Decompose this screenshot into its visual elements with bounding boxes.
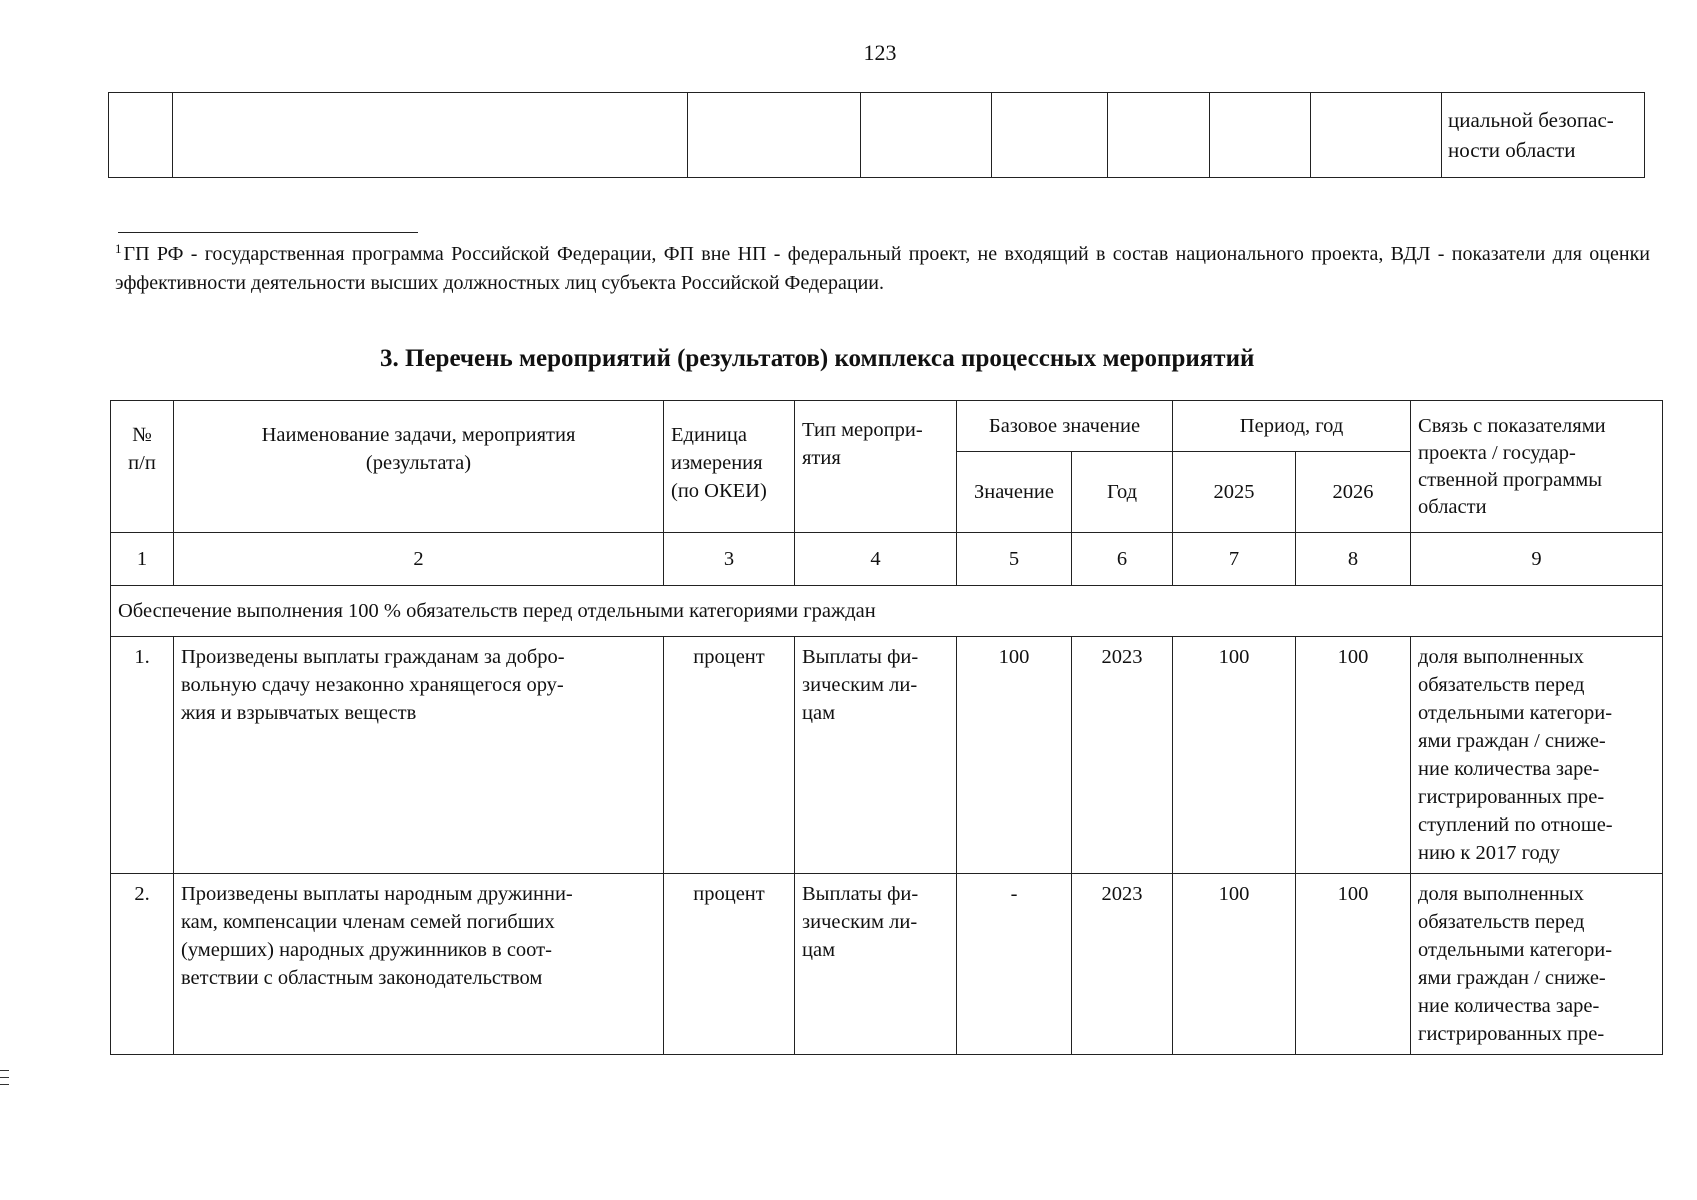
- cont-cell-6: [1108, 93, 1210, 178]
- row-link: доля выполненных обязательств перед отдельными категори- ями граждан / сниже- ние количества заре- гистрированных пре-: [1411, 874, 1663, 1055]
- row-num: 1.: [111, 637, 174, 874]
- cont-cell-5: [992, 93, 1108, 178]
- column-number: 4: [795, 533, 957, 586]
- header-base-value: Значение: [957, 452, 1072, 533]
- column-number: 2: [174, 533, 664, 586]
- measures-table: [110, 400, 1663, 1055]
- cont-cell-4: [861, 93, 992, 178]
- row-base-year: 2023: [1072, 874, 1173, 1055]
- header-2025: 2025: [1173, 452, 1296, 533]
- row-link: доля выполненных обязательств перед отдельными категори- ями граждан / сниже- ние количества заре- гистрированных пре- ступлений по отноше- нию к 2017 году: [1411, 637, 1663, 874]
- cont-cell-1: [109, 93, 173, 178]
- table-row: [111, 637, 1663, 874]
- footnote: [115, 234, 1650, 298]
- binding-mark: [0, 1070, 9, 1077]
- header-type: Тип меропри- ятия: [795, 401, 957, 533]
- binding-marks: [0, 1070, 10, 1091]
- row-2026: 100: [1296, 874, 1411, 1055]
- row-name: Произведены выплаты гражданам за добро- вольную сдачу незаконно хранящегося ору- жия и взрывчатых веществ: [174, 637, 664, 874]
- row-name: Произведены выплаты народным дружинни- кам, компенсации членам семей погибших (умерших) народных дружинников в соот- ветствии с областным законодательством: [174, 874, 664, 1055]
- cont-cell-2: [173, 93, 688, 178]
- row-num: 2.: [111, 874, 174, 1055]
- column-number: 6: [1072, 533, 1173, 586]
- row-type: Выплаты фи- зическим ли- цам: [795, 874, 957, 1055]
- group-title: Обеспечение выполнения 100 % обязательств перед отдельными категориями граждан: [111, 586, 1663, 637]
- row-2026: 100: [1296, 637, 1411, 874]
- table-row: [111, 874, 1663, 1055]
- column-number: 9: [1411, 533, 1663, 586]
- cont-cell-7: [1210, 93, 1311, 178]
- header-name: Наименование задачи, мероприятия (результата): [174, 401, 664, 533]
- cont-cell-3: [688, 93, 861, 178]
- column-number: 1: [111, 533, 174, 586]
- footnote-mark: 1: [115, 241, 122, 256]
- column-number: 7: [1173, 533, 1296, 586]
- header-row-1: [111, 401, 1663, 452]
- row-unit: процент: [664, 874, 795, 1055]
- column-number: 3: [664, 533, 795, 586]
- header-2026: 2026: [1296, 452, 1411, 533]
- header-period: Период, год: [1173, 401, 1411, 452]
- row-unit: процент: [664, 637, 795, 874]
- row-base-value: 100: [957, 637, 1072, 874]
- binding-mark: [0, 1084, 9, 1091]
- footnote-text: ГП РФ - государственная программа Российской Федерации, ФП вне НП - федеральный проект, не входящий в состав национального проекта, ВДЛ - показатели для оценки эффективности деятельности высших должностных лиц субъекта Российской Федерации.: [115, 243, 1650, 294]
- header-link: Связь с показателями проекта / государ- ственной программы области: [1411, 401, 1663, 533]
- binding-mark: [0, 1077, 9, 1084]
- row-2025: 100: [1173, 874, 1296, 1055]
- row-base-value: -: [957, 874, 1072, 1055]
- header-num: № п/п: [111, 401, 174, 533]
- continuation-table: [108, 92, 1645, 178]
- header-base: Базовое значение: [957, 401, 1173, 452]
- page-number: 123: [863, 40, 897, 65]
- column-number-row: [111, 533, 1663, 586]
- column-number: 5: [957, 533, 1072, 586]
- group-row: [111, 586, 1663, 637]
- cont-cell-last: циальной безопас- ности области: [1442, 93, 1645, 178]
- continuation-row: [109, 93, 1645, 178]
- row-type: Выплаты фи- зическим ли- цам: [795, 637, 957, 874]
- header-unit: Единица измерения (по ОКЕИ): [664, 401, 795, 533]
- column-number: 8: [1296, 533, 1411, 586]
- row-2025: 100: [1173, 637, 1296, 874]
- cont-cell-8: [1311, 93, 1442, 178]
- row-base-year: 2023: [1072, 637, 1173, 874]
- footnote-rule: [118, 232, 418, 233]
- section-title: 3. Перечень мероприятий (результатов) комплекса процессных мероприятий: [380, 345, 1255, 372]
- header-base-year: Год: [1072, 452, 1173, 533]
